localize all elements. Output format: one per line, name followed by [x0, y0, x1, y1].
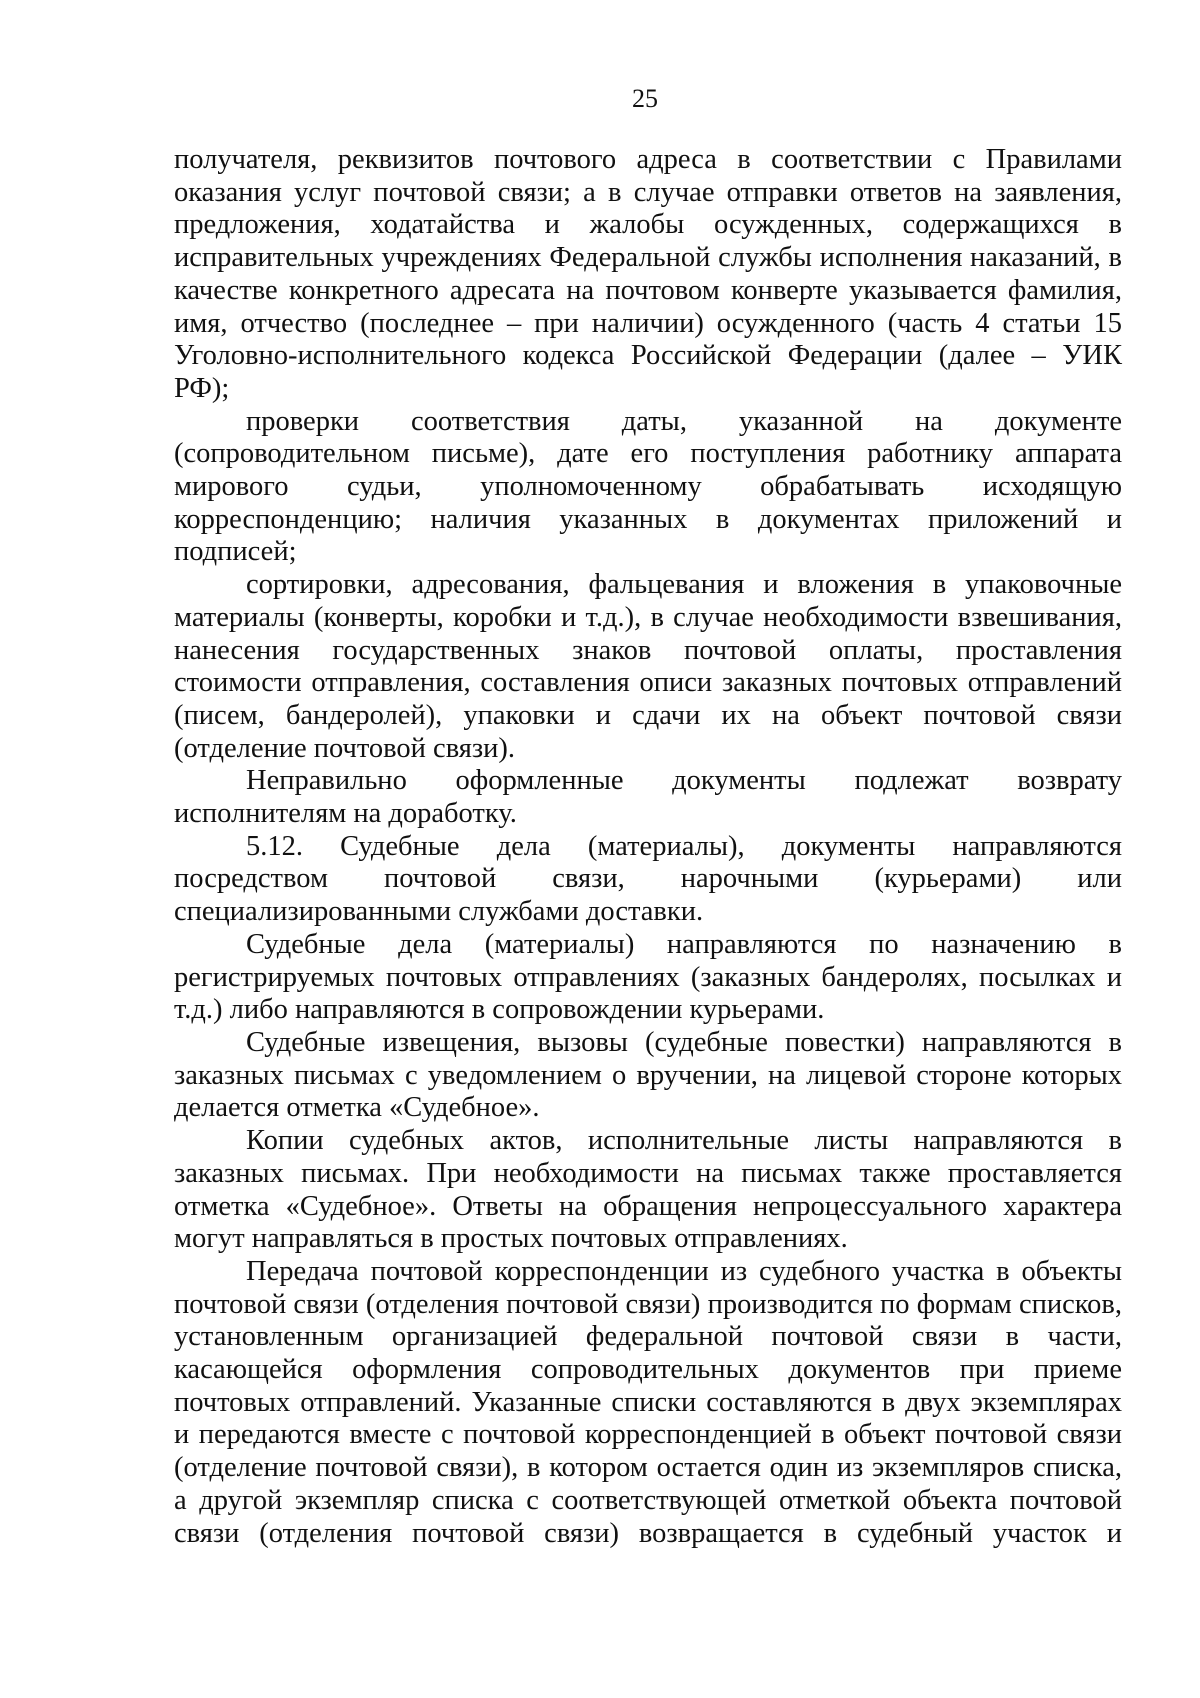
paragraph-sorting: сортировки, адресования, фальцевания и вложения в упаковочные материалы (конверты, коробки и т.д.), в случае необходимости взвешивания, нанесения государственных знаков почтовой оплаты, проставления стоимости отправления, составления описи заказных почтовых отправлений (писем, бандеролей), упаковки и сдачи их на объект почтовой связи (отделение почтовой связи). — [174, 569, 1122, 764]
document-body — [174, 144, 1122, 1550]
paragraph-incorrect-docs: Неправильно оформленные документы подлежат возврату исполнителям на доработку. — [174, 765, 1122, 830]
paragraph-court-cases: Судебные дела (материалы) направляются по назначению в регистрируемых почтовых отправлениях (заказных бандеролях, посылках и т.д.) либо направляются в сопровождении курьерами. — [174, 928, 1122, 1026]
paragraph-court-notices: Судебные извещения, вызовы (судебные повестки) направляются в заказных письмах с уведомлением о вручении, на лицевой стороне которых делается отметка «Судебное». — [174, 1026, 1122, 1124]
paragraph-copies-of-acts: Копии судебных актов, исполнительные листы направляются в заказных письмах. При необходимости на письмах также проставляется отметка «Судебное». Ответы на обращения непроцессуального характера могут направляться в простых почтовых отправлениях. — [174, 1125, 1122, 1255]
paragraph-section-5-12: 5.12. Судебные дела (материалы), документы направляются посредством почтовой связи, нарочными (курьерами) или специализированными службами доставки. — [174, 830, 1122, 928]
paragraph-check-date: проверки соответствия даты, указанной на документе (сопроводительном письме), дате его поступления работнику аппарата мирового судьи, уполномоченному обрабатывать исходящую корреспонденцию; наличия указанных в документах приложений и подписей; — [174, 405, 1122, 568]
paragraph-transfer-correspondence: Передача почтовой корреспонденции из судебного участка в объекты почтовой связи (отделения почтовой связи) производится по формам списков, установленным организацией федеральной почтовой связи в части, касающейся оформления сопроводительных документов при приеме почтовых отправлений. Указанные списки составляются в двух экземплярах и передаются вместе с почтовой корреспонденцией в объект почтовой связи (отделение почтовой связи), в котором остается один из экземпляров списка, а другой экземпляр списка с соответствующей отметкой объекта почтовой связи (отделения почтовой связи) возвращается в судебный участок и — [174, 1255, 1122, 1549]
paragraph-continuation: получателя, реквизитов почтового адреса в соответствии с Правилами оказания услуг почтовой связи; а в случае отправки ответов на заявления, предложения, ходатайства и жалобы осужденных, содержащихся в исправительных учреждениях Федеральной службы исполнения наказаний, в качестве конкретного адресата на почтовом конверте указывается фамилия, имя, отчество (последнее – при наличии) осужденного (часть 4 статьи 15 Уголовно-исполнительного кодекса Российской Федерации (далее – УИК РФ); — [174, 144, 1122, 404]
page-number: 25 — [632, 84, 658, 113]
